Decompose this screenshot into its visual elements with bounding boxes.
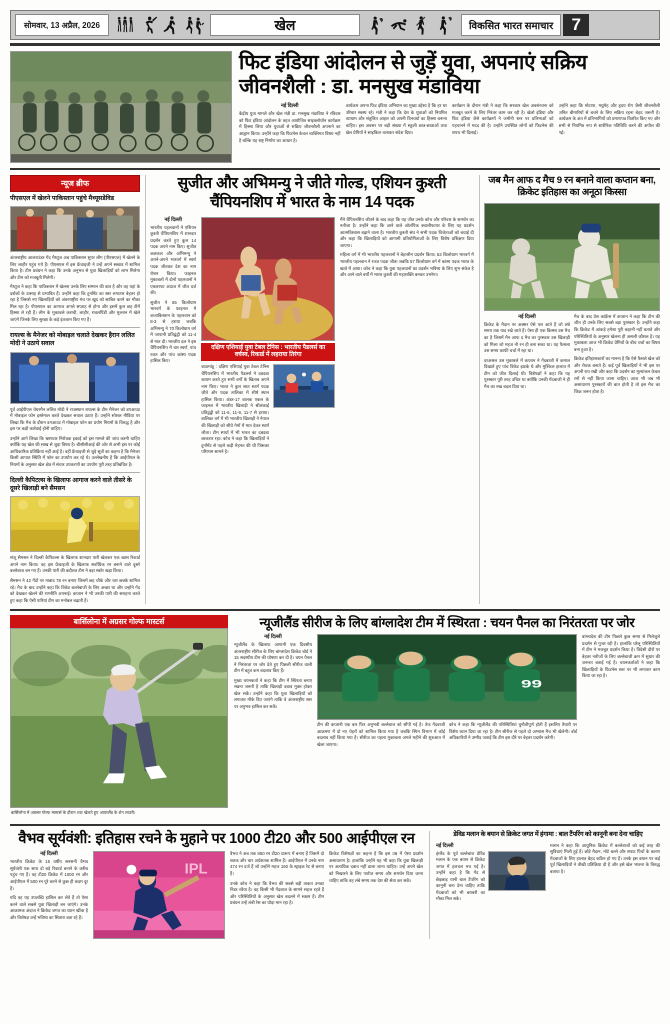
- svg-text:IPL: IPL: [184, 861, 208, 878]
- wrestling-body: [150, 217, 474, 456]
- sports-icons-left: [109, 11, 210, 39]
- malan-headline: डेविड मलान के बयान से क्रिकेट जगत में हंगामा : बाल टैंपरिंग को कानूनी बना देना चाहिए: [453, 831, 643, 838]
- brief-body-2b: उन्होंने आगे लिखा कि भ्रष्टाचार निरोधक इकाई को इस मामले की जांच करनी चाहिए क्योंकि यह खेल की साख से जुड़ा विषय है। बीसीसीआई की ओर से अभी इस पर कोई आधिकारिक प्रतिक्रिया नहीं आई है। वहीं फ्रेंचाइजी से जुड़े सूत्रों का कहना है कि मैनेजर किसी आपात स्थिति में फोन का उपयोग कर रहे थे। उल्लेखनीय है कि आईपीएल के नियमों के अनुसार खेल क्षेत्र में संचार उपकरणों का उपयोग पूरी तरह प्रतिबंधित है।: [10, 435, 140, 467]
- top-story-col-3: [452, 103, 554, 163]
- captain-columns: [484, 314, 660, 395]
- bangladesh-row: [234, 634, 660, 748]
- tabletennis-block: [201, 364, 335, 455]
- tabletennis-body: काठमांडू : दक्षिण एशियाई युवा टेबल टेनिस चैंपियनशिप में भारतीय पैडलर्स ने दबदबा कायम करते हुए सभी वर्गों के खिताब अपने नाम किए। भारत ने कुल सात स्वर्ण पदक जीते और पदक तालिका में शीर्ष स्थान हासिल किया। अंडर-17 बालक एकल के फाइनल में भारतीय खिलाड़ी ने श्रीलंकाई प्रतिद्वंद्वी को 11-6, 11-9, 11-7 से हराया। बालिका वर्ग में भी भारतीय खिलाड़ी ने नेपाल की खिलाड़ी को सीधे गेमों में मात देकर स्वर्ण जीता। टीम स्पर्धा में भी भारत का दबदबा बरकरार रहा। कोच ने कहा कि खिलाड़ियों ने टूर्नामेंट से पहले कड़ी मेहनत की थी जिसका परिणाम सामने है।: [201, 364, 269, 455]
- brief-photo-2: [10, 352, 140, 404]
- top-story: [10, 51, 660, 163]
- malan-row: [436, 843, 660, 903]
- brief-body-1b: मैथ्यूज ने कहा कि पाकिस्तान में खेलना उनके लिए सम्मान की बात है और वह यहां के दर्शकों के उत्साह से प्रभावित हैं। उन्होंने कहा कि टूर्नामेंट का स्तर लगातार बेहतर हो रहा है जिससे नए खिलाड़ियों को अंतरराष्ट्रीय मंच पर खुद को साबित करने का मौका मिल रहा है। पीएसएल का आगाज अगले सप्ताह से होगा और इसमें कुल छह टीमें हिस्सा ले रही हैं। लीग के मुकाबले कराची, लाहौर, रावलपिंडी और मुल्तान में खेले जाएंगे जिनके लिए सुरक्षा के कड़े इंतजाम किए गए हैं।: [10, 284, 140, 322]
- bangladesh-body-1b: मुख्य चयनकर्ता ने कहा कि टीम में स्थिरता बनाए रखना जरूरी है ताकि खिलाड़ी दबाव मुक्त होकर खेल सकें। उन्होंने कहा कि युवा खिलाड़ियों को लगातार मौके दिए जाएंगे ताकि वे अंतरराष्ट्रीय स्तर पर अनुभव हासिल कर सकें।: [234, 677, 312, 710]
- captain-photo: [484, 203, 660, 311]
- brief-body-1: अंतरराष्ट्रीय आलराउंडर गेंद मैथ्यूज अब पाकिस्तान सुपर लीग (पीएसएल) में खेलने के लिए लाहौर पहुंच गये हैं। पीएसएल में इस फ्रेंचाइजी ने उन्हें अपने स्क्वाड में शामिल किया है। टीम प्रबंधन ने कहा कि उनके अनुभव से युवा खिलाड़ियों को लाभ मिलेगा और टीम को मजबूती मिलेगी।: [10, 255, 140, 280]
- bangladesh-col-4: [582, 634, 660, 748]
- news-brief-header: न्यूज ब्रीफ: [10, 175, 140, 192]
- vaibhav-body-2b: उनके कोच ने कहा कि वैभव की सबसे बड़ी ताकत उनका निडर रवैया है। वह किसी भी गेंदबाज के सामने सहज रहते हैं और परिस्थितियों के अनुसार खेल बदलने में सक्षम हैं। टीम प्रबंधन उन्हें लंबी रेस का घोड़ा मान रहा है।: [230, 880, 324, 906]
- brief-title-3: दिल्ली कैपिटल्स के खिलाफ आगाज करने वाले तीसरे के दूसरे खिलाड़ी बने सैमसन: [10, 477, 132, 493]
- football-players-icon: [184, 15, 204, 35]
- top-story-body-3: कार्यक्रम के दौरान मंत्री ने कहा कि सरकार खेल अवसंरचना को मजबूत करने के लिए निरंतर काम कर रही है। खेलो इंडिया और फिट इंडिया जैसे कार्यक्रमों ने जमीनी स्तर पर प्रतिभाओं को पहचानने में मदद की है। उन्होंने उपस्थित लोगों को फिटनेस की शपथ भी दिलाई।: [452, 103, 554, 135]
- top-story-headline: फिट इंडिया आंदोलन से जुड़ें युवा, अपनाएं सक्रिय जीवनशैली : डा. मनसुख मंडाविया: [239, 51, 587, 99]
- bangladesh-col-2: [317, 722, 445, 748]
- band-golf-bangladesh: [10, 615, 660, 819]
- top-story-col-2: [346, 103, 448, 163]
- top-story-rule: [10, 168, 660, 170]
- top-story-body-1: केंद्रीय युवा मामले और खेल मंत्री डा. मनसुख मंडाविया ने रविवार को फिट इंडिया आंदोलन के तहत आयोजित साइक्लोथॉन कार्यक्रम में हिस्सा लिया और युवाओं से सक्रिय जीवनशैली अपनाने का आह्वान किया। उन्होंने कहा कि फिटनेस केवल व्यक्तिगत विषय नहीं है बल्कि यह राष्ट्र निर्माण का आधार है।: [239, 111, 341, 143]
- brief-photo-1: [10, 206, 140, 252]
- badminton-player-icon: [366, 15, 386, 35]
- vaibhav-body-3: क्रिकेट विशेषज्ञों का कहना है कि इस उम्र में ऐसा प्रदर्शन असाधारण है। हालांकि उन्होंने यह भी कहा कि युवा खिलाड़ी पर अत्यधिक दबाव नहीं डाला जाना चाहिए। उन्हें अपने खेल को निखारने के लिए पर्याप्त समय और समर्थन दिया जाना चाहिए ताकि वह लंबे समय तक देश की सेवा कर सकें।: [329, 851, 423, 883]
- masthead-rule: [10, 43, 660, 46]
- golf-block: [10, 615, 228, 819]
- tabletennis-photo-wrap: [273, 364, 335, 455]
- captain-byline: नई दिल्ली: [518, 313, 536, 320]
- wrestling-body-1b: सुजीत ने 65 किलोग्राम भारवर्ग के फाइनल में कजाकिस्तान के पहलवान को 8-3 से हराया जबकि अभिमन्यु ने 70 किलोग्राम वर्ग में जापानी प्रतिद्वंद्वी को 11-4 से मात दी। भारतीय दल ने इस चैंपियनशिप में चार स्वर्ण, पांच रजत और पांच कांस्य पदक हासिल किए।: [150, 299, 197, 364]
- captain-col-1: [484, 314, 570, 395]
- top-story-col-1: [239, 103, 341, 163]
- diving-swimmer-icon: [389, 15, 409, 35]
- tabletennis-text: [201, 364, 269, 455]
- brief-body-3: संजू सैमसन ने दिल्ली कैपिटल्स के खिलाफ शानदार पारी खेलकर एक खास रिकार्ड अपने नाम किया। वह इस फ्रेंचाइजी के खिलाफ सर्वाधिक रन बनाने वाले दूसरे बल्लेबाज बन गए हैं। उनकी पारी की बदौलत टीम ने बड़ा स्कोर खड़ा किया।: [10, 555, 140, 574]
- tabletennis-photo: [273, 364, 335, 408]
- bangladesh-col-3: [449, 722, 577, 748]
- malan-body-1: इंग्लैंड के पूर्व बल्लेबाज डेविड मलान के एक बयान से क्रिकेट जगत में हलचल मच गई है। उन्होंने कहा है कि गेंद से छेड़छाड़ यानी बाल टैंपरिंग को कानूनी बना देना चाहिए ताकि गेंदबाजों को भी बराबरी का मौका मिल सके।: [436, 850, 485, 902]
- wrestling-body-2: मैंने चैंपियनशिप जीतने के बाद कहा कि यह जीत उनके कोच और परिवार के समर्थन का नतीजा है। उन्होंने कहा कि आने वाले ओलंपिक क्वालीफायर के लिए यह प्रदर्शन आत्मविश्वास बढ़ाने वाला है। भारतीय कुश्ती संघ ने सभी पदक विजेताओं को बधाई दी और कहा कि खिलाड़ियों को आगामी प्रतियोगिताओं के लिए विशेष प्रशिक्षण दिया जाएगा।: [340, 216, 474, 248]
- malan-col-1: [436, 843, 546, 903]
- malan-byline: नई दिल्ली: [436, 842, 454, 849]
- brief-divider-1: [10, 327, 140, 328]
- bangladesh-col-1: [234, 634, 312, 748]
- vaibhav-row: [10, 851, 423, 939]
- lower-rule: [10, 824, 660, 826]
- section-title: खेल: [210, 14, 360, 36]
- tennis-player-icon: [435, 15, 455, 35]
- top-story-text-block: [239, 51, 660, 163]
- wrestling-col-1: [150, 217, 196, 456]
- malan-col-2: [550, 843, 660, 903]
- svg-text:99: 99: [520, 678, 543, 691]
- wrestling-col-3: [340, 217, 474, 456]
- wrestling-byline: नई दिल्ली: [164, 216, 182, 223]
- cricket-batsman-icon: [138, 15, 158, 35]
- vaibhav-headline: वैभव सूर्यवंशी: इतिहास रचने के मुहाने पर 1000 टी20 और 500 आईपीएल रन: [18, 831, 415, 847]
- brief-title-1: पीएसएल में खेलने पाकिस्तान पहुंचे मैथ्यूसडेविड: [10, 195, 115, 202]
- vaibhav-photo-col: [93, 851, 225, 939]
- main-grid: [10, 175, 660, 604]
- wrestling-media-col: [201, 217, 335, 456]
- sports-icons-right: [360, 11, 461, 39]
- malan-photo: [488, 851, 546, 891]
- captain-body-1b: दरअसल उस मुकाबले में कप्तान ने गेंदबाजी में कमाल दिखाते हुए पांच विकेट झटके थे और मुश्किल हालात में टीम को जीत दिलाई थी। विशेषज्ञों ने कहा कि यह पुरस्कार पूरी तरह उचित था क्योंकि उनकी गेंदबाजी ने ही मैच का रुख बदल दिया था।: [484, 357, 570, 389]
- golf-photo: [10, 628, 228, 808]
- captain-story-column: [484, 175, 660, 604]
- runner-icon: [161, 15, 181, 35]
- golf-caption-bar: बार्सिलोना में अग्रसर गोल्फ मास्टर्स: [10, 615, 228, 628]
- band-vaibhav-malan: [10, 831, 660, 939]
- golf-caption: बार्सिलोना में अग्रसर गोल्फ मास्टर्स के दौरान शाट खेलते हुए आयरलैंड के शेन लाउरी।: [11, 810, 136, 816]
- captain-body-2: मैच के बाद प्रेस कांफ्रेंस में कप्तान ने कहा कि टीम की जीत ही उनके लिए सबसे बड़ा पुरस्कार है। उन्होंने कहा कि क्रिकेट में आंकड़े हमेशा पूरी कहानी नहीं बताते और परिस्थितियों के अनुसार खेलना ही असली कौशल है। यह मुकाबला आज भी क्रिकेट प्रेमियों के बीच चर्चा का विषय बना हुआ है।: [574, 313, 660, 352]
- bangladesh-body-2: टीम की कप्तानी एक बार फिर अनुभवी बल्लेबाज को सौंपी गई है। तेज गेंदबाजी आक्रमण में दो नए चेहरों को शामिल किया गया है जबकि स्पिन विभाग में कोई बदलाव नहीं किया गया है। सीरीज का पहला मुकाबला अगले महीने की शुरुआत में खेला जाएगा।: [317, 722, 445, 747]
- bangladesh-body-3: बांग्लादेश की टीम पिछले कुछ समय से मिलेजुले प्रदर्शन से गुजर रही है। हालांकि घरेलू परिस्थितियों में टीम ने मजबूत प्रदर्शन किया है। विदेशी दौरों पर बेहतर नतीजों के लिए बल्लेबाजी क्रम में सुधार की जरूरत बताई गई है। चयनकर्ताओं ने कहा कि खिलाड़ियों के फिटनेस स्तर पर भी लगातार काम किया जा रहा है।: [582, 634, 660, 679]
- bangladesh-photo: [317, 634, 577, 720]
- masthead: [10, 10, 660, 40]
- news-brief-item-2[interactable]: [10, 332, 140, 468]
- brief-divider-2: [10, 472, 140, 473]
- vaibhav-col-3: [329, 851, 423, 939]
- publication-brand: विकसित भारत समाचार: [461, 14, 561, 36]
- vaibhav-body-1: भारतीय क्रिकेट के 15 वर्षीय सनसनी वैभव सूर्यवंशी एक साथ दो बड़े रिकार्ड बनाने के करीब पहुंच गए हैं। वह टी20 क्रिकेट में 1000 रन और आईपीएल में 500 रन पूरे करने से कुछ ही कदम दूर हैं।: [10, 859, 88, 891]
- top-story-body-4: उन्होंने कहा कि मोटापा, मधुमेह और हृदय रोग जैसी जीवनशैली जनित बीमारियों से बचने के लिए सक्रिय रहना बेहद जरूरी है। कार्यक्रम के अंत में प्रतिभागियों को प्रमाणपत्र वितरित किए गए और सभी से नियमित रूप से शारीरिक गतिविधि करने की अपील की गई।: [558, 103, 660, 135]
- tabletennis-caption-bar: दक्षिण एशियाई युवा टेबल टेनिस : भारतीय पैडलर्स का वर्चस्व, रिकार्ड में लहराया तिरंगा: [201, 343, 335, 361]
- vaibhav-byline: नई दिल्ली: [40, 851, 58, 858]
- vaibhav-body-2: वैभव ने अब तक 950 रन टी20 प्रारूप में बनाए हैं जिसमें दो शतक और चार अर्धशतक शामिल हैं। आईपीएल में उनके नाम 474 रन दर्ज हैं जो उन्होंने महज 160 के स्ट्राइक रेट से बनाए हैं।: [230, 851, 324, 876]
- top-story-byline: नई दिल्ली: [280, 103, 299, 110]
- publication-date: सोमवार, 13 अप्रैल, 2026: [15, 14, 109, 36]
- brief-photo-3: [10, 496, 140, 552]
- group-athletes-icon: [115, 15, 135, 35]
- bangladesh-body-2b: कोच ने कहा कि न्यूजीलैंड की परिस्थितियां चुनौतीपूर्ण होती हैं इसलिए तैयारी पर विशेष ध्यान दिया जा रहा है। टीम सीरीज से पहले दो अभ्यास मैच भी खेलेगी। बोर्ड अधिकारियों ने उम्मीद जताई कि टीम इस दौरे पर बेहतर प्रदर्शन करेगी।: [449, 722, 577, 741]
- bangladesh-byline: नई दिल्ली: [264, 634, 282, 641]
- vaibhav-col-2: [230, 851, 324, 939]
- brief-body-2: पूर्व आईपीएल चेयरमैन ललित मोदी ने राजस्थान रायल्स के टीम मैनेजर को डगआउट में मोबाइल फोन इस्तेमाल करते देखकर सवाल उठाए हैं। उन्होंने सोशल मीडिया पर लिखा कि मैच के दौरान डगआउट में मोबाइल फोन का प्रयोग नियमों के विरुद्ध है और इस पर कड़ी कार्रवाई होनी चाहिए।: [10, 406, 140, 432]
- captain-col-2: [574, 314, 660, 395]
- bangladesh-block: [234, 615, 660, 819]
- malan-body-2: मलान ने कहा कि आधुनिक क्रिकेट में बल्लेबाजों को कई तरह की सुविधाएं मिली हुई हैं। छोटे मैदान, मोटे बल्ले और सपाट पिचों के कारण गेंदबाजों के लिए हालात बेहद कठिन हो गए हैं। उनके इस बयान पर कई पूर्व खिलाड़ियों ने तीखी प्रतिक्रिया दी है और इसे खेल भावना के विरुद्ध बताया है।: [550, 842, 660, 874]
- captain-headline: जब मैन आफ द मैच 9 रन बनाने वाला कप्तान बना, क्रिकेट इतिहास का अनूठा किस्सा: [488, 175, 656, 199]
- wrestling-body-1: भारतीय पहलवानों ने एशियन कुश्ती चैंपियनशिप में शानदार प्रदर्शन करते हुए कुल 14 पदक अपने नाम किए। सुजीत कलकल और अभिमन्यु ने अपने-अपने भारवर्ग में स्वर्ण पदक जीतकर देश का नाम रोशन किया। फाइनल मुकाबलों में दोनों पहलवानों ने एकतरफा अंदाज में जीत दर्ज की।: [150, 224, 197, 296]
- news-brief-item-3[interactable]: [10, 477, 140, 604]
- captain-body-1: क्रिकेट के मैदान पर अक्सर ऐसे पल आते हैं जो लंबे समय तक याद रखे जाते हैं। ऐसा ही एक किस्सा उस मैच का है जिसमें मैन आफ द मैच का पुरस्कार उस खिलाड़ी को मिला जो महज नौ रन ही बना सका था। यह फैसला उस समय काफी चर्चा में रहा था।: [484, 321, 570, 354]
- bangladesh-body-1: न्यूजीलैंड के खिलाफ आगामी एक दिवसीय अंतरराष्ट्रीय सीरीज के लिए बांग्लादेश क्रिकेट बोर्ड ने 15 सदस्यीय टीम की घोषणा कर दी है। चयन पैनल ने निरंतरता पर जोर देते हुए पिछली सीरीज वाली टीम में बहुत कम बदलाव किए हैं।: [234, 642, 312, 674]
- bangladesh-media-col: [317, 634, 577, 748]
- wrestling-column: [150, 175, 474, 604]
- news-brief-item-1[interactable]: [10, 195, 140, 323]
- javelin-thrower-icon: [412, 15, 432, 35]
- bangladesh-headline: न्यूजीलैंड सीरीज के लिए बांग्लादेश टीम में स्थिरता : चयन पैनल का निरंतरता पर जोर: [259, 615, 635, 631]
- top-story-columns: [239, 103, 660, 163]
- vaibhav-col-1: [10, 851, 88, 939]
- vaibhav-block: [10, 831, 423, 939]
- wrestling-headline: सुजीत और अभिमन्यु ने जीते गोल्ड, एशियन कुश्ती चैंपियनशिप में भारत के नाम 14 पदक: [177, 175, 447, 211]
- band3-divider: [429, 831, 430, 939]
- top-story-body-2: कार्यक्रम अपना फिट इंडिया अभियान का मुख्य उद्देश्य है कि हर घर परिवार स्वस्थ रहे। मंत्री ने कहा कि देश के युवाओं को नियमित व्यायाम और संतुलित आहार को अपनी दिनचर्या का हिस्सा बनाना चाहिए। इस अवसर पर बड़ी संख्या में स्कूली छात्र-छात्राओं तथा खेल प्रेमियों ने साइकिल चलाकर संदेश दिया।: [345, 103, 447, 135]
- news-brief-column: [10, 175, 140, 604]
- top-story-photo: [10, 51, 232, 163]
- wrestling-photo: [201, 217, 335, 341]
- vaibhav-photo: [93, 851, 225, 939]
- bangladesh-subcols: [317, 722, 577, 748]
- page-number: 7: [563, 14, 589, 36]
- top-story-col-4: [559, 103, 661, 163]
- captain-body-2b: क्रिकेट इतिहासकारों का मानना है कि ऐसे फैसले खेल को और रोचक बनाते हैं। कई पूर्व खिलाड़ियों ने भी इस पर अपनी राय रखी और कहा कि प्रदर्शन का मूल्यांकन केवल रनों से नहीं किया जाना चाहिए। आज भी जब भी असाधारण पुरस्कारों की बात होती है तो इस मैच का जिक्र जरूर होता है।: [574, 356, 660, 394]
- brief-title-2: रायल्स के मैनेजर को मोबाइल चलाते देखकर हैरान ललित मोदी ने उठाये सवाल: [10, 332, 135, 348]
- malan-block: [436, 831, 660, 939]
- mid-rule: [10, 609, 660, 611]
- wrestling-body-2b: महिला वर्ग में भी भारतीय पहलवानों ने बेहतरीन प्रदर्शन किया। 53 किलोग्राम भारवर्ग में भारतीय पहलवान ने रजत पदक जीता जबकि 57 किलोग्राम वर्ग में कांस्य पदक भारत के खाते में आया। कोच ने कहा कि युवा पहलवानों का प्रदर्शन भविष्य के लिए शुभ संकेत है और आने वाले वर्षों में भारत कुश्ती की महाशक्ति बनकर उभरेगा।: [340, 252, 474, 278]
- vaibhav-body-1b: यदि वह यह उपलब्धि हासिल कर लेते हैं तो ऐसा करने वाले सबसे युवा खिलाड़ी बन जाएंगे। उनके आक्रामक अंदाज ने क्रिकेट जगत का ध्यान खींचा है और विशेषज्ञ उन्हें भविष्य का सितारा बता रहे हैं।: [10, 895, 88, 920]
- brief-body-3b: सैमसन ने 42 गेंदों पर नाबाद 78 रन बनाए जिसमें छह चौके और चार छक्के शामिल रहे। मैच के बाद उन्होंने कहा कि विकेट बल्लेबाजी के लिए अच्छा था और उन्होंने गेंद को देखकर खेलने की रणनीति अपनाई। कप्तान ने भी उनकी पारी की सराहना करते हुए कहा कि ऐसी पारियां टीम का मनोबल बढ़ाती हैं।: [10, 578, 140, 603]
